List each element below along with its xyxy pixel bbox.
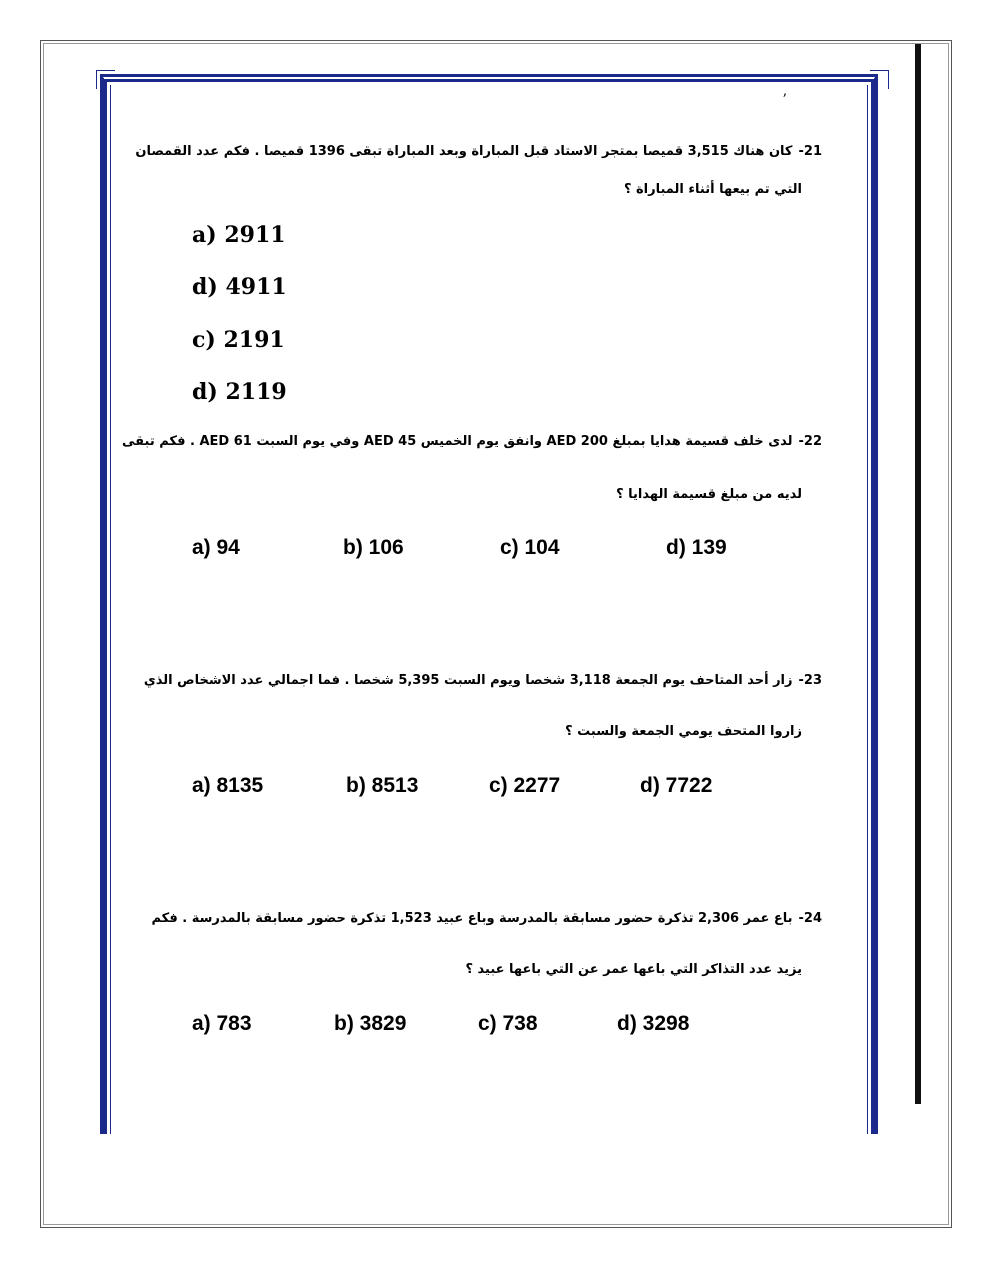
question-21-line-1 — [135, 144, 822, 159]
q24-option-b[interactable]: b) 3829 — [334, 1012, 407, 1035]
question-number: 24- — [798, 911, 822, 926]
question-22-line-1 — [122, 434, 822, 449]
question-text: لدى خلف قسيمة هدايا بمبلغ 200 AED وانفق يوم الخميس 45 AED وفي يوم السبت 61 AED . فكم تبقى — [122, 434, 793, 449]
stray-mark: ʼ — [782, 92, 787, 108]
q23-option-a[interactable]: a) 8135 — [192, 774, 264, 797]
question-24-line-2: يزيد عدد التذاكر التي باعها عمر عن التي باعها عبيد ؟ — [465, 962, 802, 977]
q21-option-2[interactable]: d) 4911 — [192, 274, 287, 300]
q23-option-c[interactable]: c) 2277 — [489, 774, 561, 797]
question-number: 22- — [798, 434, 822, 449]
question-23-line-1 — [144, 673, 822, 688]
q22-option-b[interactable]: b) 106 — [343, 536, 404, 559]
question-text: كان هناك 3,515 قميصا بمتجر الاستاد قبل المباراة وبعد المباراة تبقى 1396 قميصا . فكم عدد القمصان — [135, 144, 793, 159]
right-margin-rule — [915, 44, 921, 1104]
q23-option-d[interactable]: d) 7722 — [640, 774, 713, 797]
q22-option-c[interactable]: c) 104 — [500, 536, 560, 559]
question-number: 21- — [798, 144, 822, 159]
q22-option-a[interactable]: a) 94 — [192, 536, 240, 559]
question-text: باع عمر 2,306 تذكرة حضور مسابقة بالمدرسة وباع عبيد 1,523 تذكرة حضور مسابقة بالمدرسة . فكم — [151, 911, 793, 926]
q23-option-b[interactable]: b) 8513 — [346, 774, 419, 797]
q24-option-d[interactable]: d) 3298 — [617, 1012, 690, 1035]
question-text: زار أحد المتاحف يوم الجمعة 3,118 شخصا ويوم السبت 5,395 شخصا . فما اجمالي عدد الاشخاص الذي — [143, 673, 793, 688]
q22-option-d[interactable]: d) 139 — [666, 536, 727, 559]
q21-option-4[interactable]: d) 2119 — [192, 379, 287, 405]
question-24-line-1 — [151, 911, 822, 926]
q24-option-c[interactable]: c) 738 — [478, 1012, 538, 1035]
question-21-line-2: التي تم بيعها أثناء المباراة ؟ — [623, 182, 802, 197]
q24-option-a[interactable]: a) 783 — [192, 1012, 252, 1035]
question-number: 23- — [798, 673, 822, 688]
question-22-line-2: لديه من مبلغ قسيمة الهدايا ؟ — [616, 487, 802, 502]
q21-option-3[interactable]: c) 2191 — [192, 327, 285, 353]
question-23-line-2: زاروا المتحف يومي الجمعة والسبت ؟ — [565, 724, 802, 739]
q21-option-1[interactable]: a) 2911 — [192, 222, 286, 248]
